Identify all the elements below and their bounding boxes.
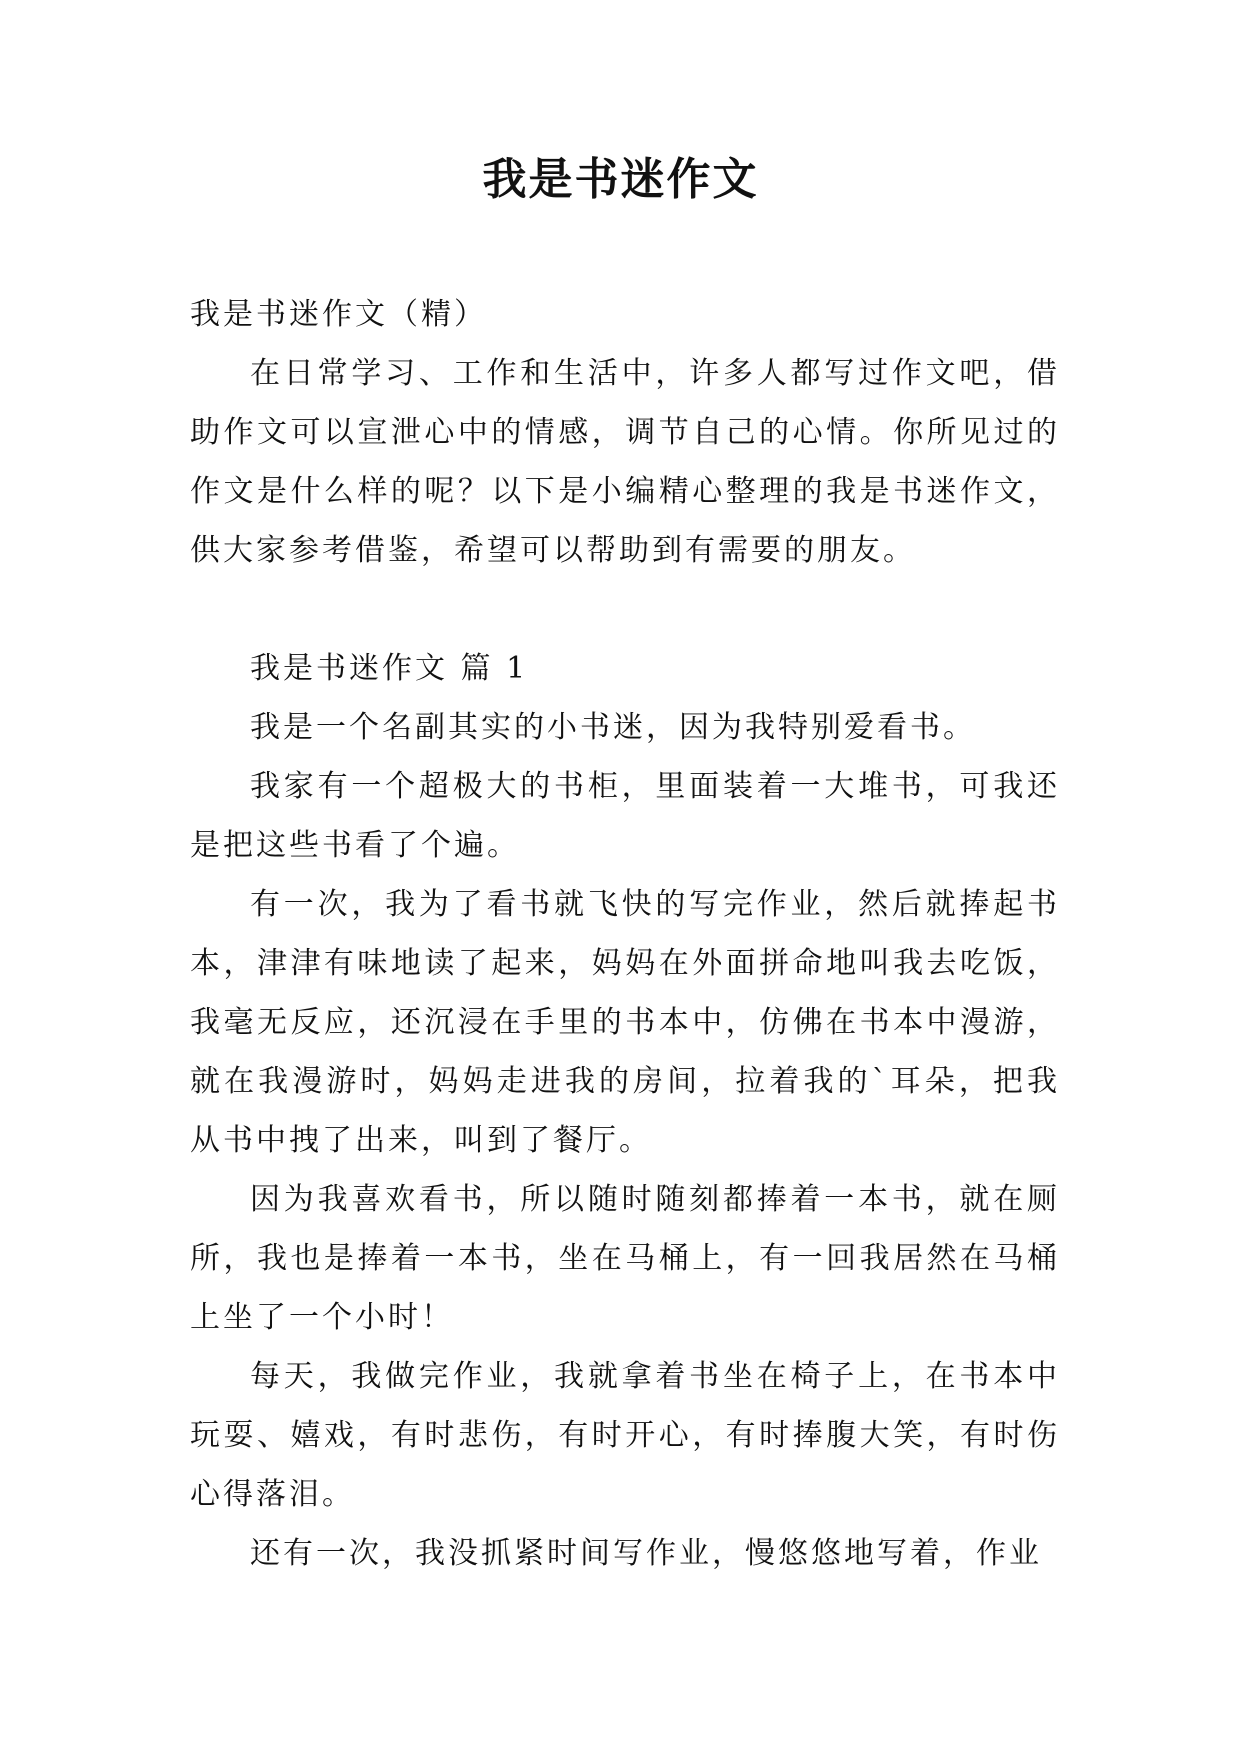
document-subtitle: 我是书迷作文（精） bbox=[190, 297, 487, 332]
intro-paragraph: 在日常学习、工作和生活中，许多人都写过作文吧，借助作文可以宣泄心中的情感，调节自己的心情。你所见过的作文是什么样的呢？以下是小编精心整理的我是书迷作文，供大家参考借鉴，希望可以帮助到有需要的朋友。 bbox=[190, 356, 1060, 568]
paragraph: 每天，我做完作业，我就拿着书坐在椅子上，在书本中玩耍、嬉戏，有时悲伤，有时开心，有时捧腹大笑，有时伤心得落泪。 bbox=[190, 1359, 1060, 1512]
paragraph: 我是一个名副其实的小书迷，因为我特别爱看书。 bbox=[250, 710, 976, 745]
paragraph: 还有一次，我没抓紧时间写作业，慢悠悠地写着，作业 bbox=[250, 1536, 1042, 1571]
paragraph: 有一次，我为了看书就飞快的写完作业，然后就捧起书本，津津有味地读了起来，妈妈在外面拼命地叫我去吃饭，我毫无反应，还沉浸在手里的书本中，仿佛在书本中漫游，就在我漫游时，妈妈走进我的房间，拉着我的`耳朵，把我从书中拽了出来，叫到了餐厅。 bbox=[190, 887, 1060, 1158]
section-heading: 我是书迷作文 篇 1 bbox=[250, 651, 529, 686]
document-body bbox=[190, 285, 1060, 1583]
paragraph: 因为我喜欢看书，所以随时随刻都捧着一本书，就在厕所，我也是捧着一本书，坐在马桶上，有一回我居然在马桶上坐了一个小时！ bbox=[190, 1182, 1060, 1335]
section-spacer bbox=[190, 580, 1060, 639]
document-title: 我是书迷作文 bbox=[482, 154, 759, 205]
paragraph: 我家有一个超极大的书柜，里面装着一大堆书，可我还是把这些书看了个遍。 bbox=[190, 769, 1060, 863]
